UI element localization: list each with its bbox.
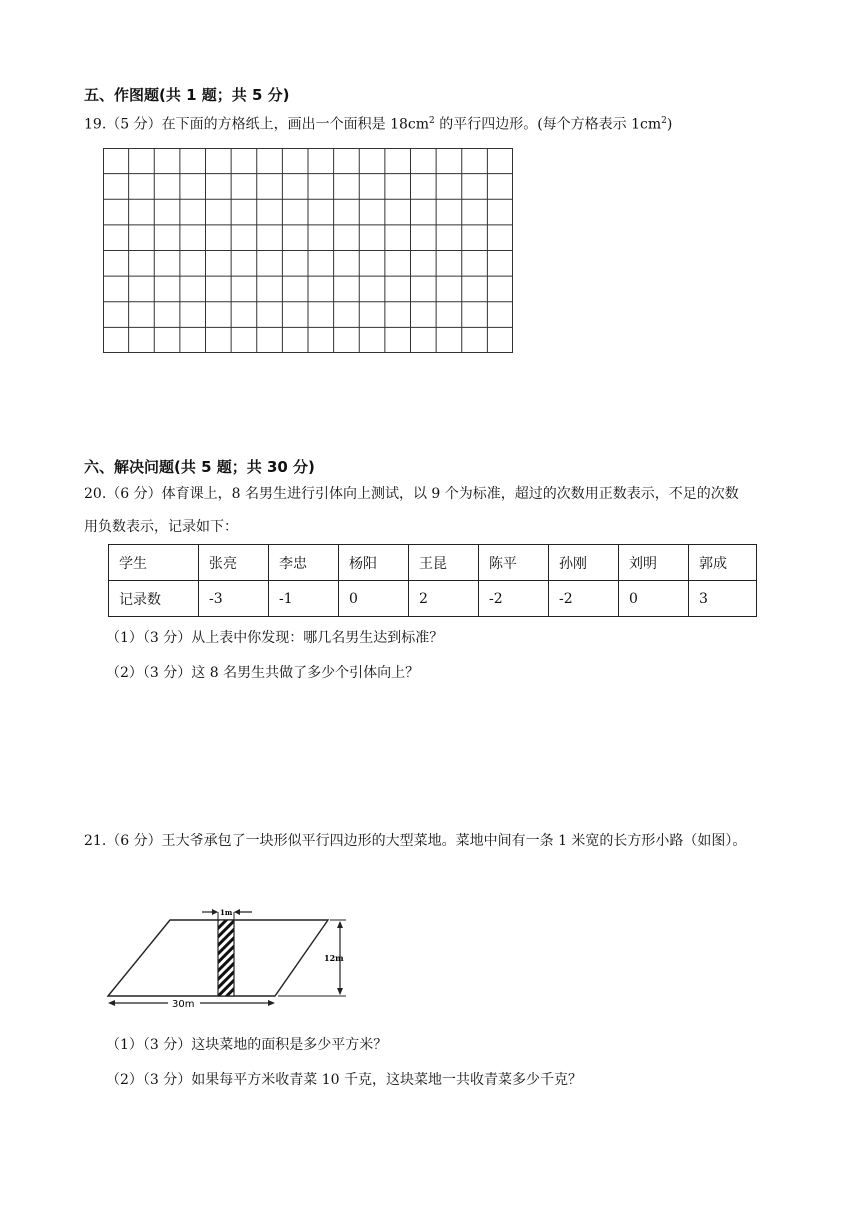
table-cell: 学生 bbox=[109, 545, 199, 581]
question-21-sub1: （1）（3 分）这块菜地的面积是多少平方米？ bbox=[106, 1037, 388, 1053]
table-cell: 郭成 bbox=[689, 545, 757, 581]
question-20-line2: 用负数表示，记录如下： bbox=[84, 519, 238, 535]
table-row-header bbox=[109, 545, 757, 581]
section5-heading: 五、作图题(共 1 题；共 5 分) bbox=[84, 86, 290, 104]
label-base: 30m bbox=[172, 999, 195, 1010]
grid-lines bbox=[103, 148, 513, 353]
table-cell: 3 bbox=[689, 581, 757, 617]
table-cell: 王昆 bbox=[409, 545, 479, 581]
question-20-line1: 20.（6 分）体育课上，8 名男生进行引体向上测试，以 9 个为标准，超过的次数用正数表示，不足的次数 bbox=[84, 486, 739, 502]
table-cell: 孙刚 bbox=[549, 545, 619, 581]
q19-prefix: 19.（5 分）在下面的方格纸上，画出一个面积是 18cm bbox=[84, 116, 430, 133]
question-21-sub2: （2）（3 分）如果每平方米收青菜 10 千克，这块菜地一共收青菜多少千克？ bbox=[106, 1072, 582, 1088]
table-cell: 记录数 bbox=[109, 581, 199, 617]
table-cell: 0 bbox=[619, 581, 689, 617]
q19-sup2: 2 bbox=[661, 116, 667, 126]
table-cell: -2 bbox=[549, 581, 619, 617]
table-cell: 杨阳 bbox=[339, 545, 409, 581]
q19-sup1: 2 bbox=[429, 116, 435, 126]
question-19-text bbox=[84, 111, 672, 135]
table-cell: 张亮 bbox=[199, 545, 269, 581]
table-cell: 2 bbox=[409, 581, 479, 617]
record-table bbox=[108, 544, 757, 617]
table-cell: -3 bbox=[199, 581, 269, 617]
table-cell: 李忠 bbox=[269, 545, 339, 581]
table-row-values bbox=[109, 581, 757, 617]
label-path-width: 1m bbox=[220, 908, 233, 917]
table-cell: 陈平 bbox=[479, 545, 549, 581]
square-grid-paper bbox=[103, 148, 513, 353]
q19-middle: 的平行四边形。(每个方格表示 1cm bbox=[434, 116, 662, 133]
vegetable-field-figure bbox=[100, 900, 360, 1015]
label-height: 12m bbox=[324, 953, 344, 963]
question-20-sub1: （1）（3 分）从上表中你发现：哪几名男生达到标准？ bbox=[106, 630, 444, 646]
table-cell: -2 bbox=[479, 581, 549, 617]
table-cell: -1 bbox=[269, 581, 339, 617]
table-cell: 刘明 bbox=[619, 545, 689, 581]
table-cell: 0 bbox=[339, 581, 409, 617]
section6-heading: 六、解决问题(共 5 题；共 30 分) bbox=[84, 458, 315, 476]
path-strip bbox=[218, 920, 234, 996]
question-21-line1: 21.（6 分）王大爷承包了一块形似平行四边形的大型菜地。菜地中间有一条 1 米宽的长方形小路（如图）。 bbox=[84, 833, 747, 849]
question-20-sub2: （2）（3 分）这 8 名男生共做了多少个引体向上？ bbox=[106, 665, 420, 681]
q19-suffix: ) bbox=[666, 116, 673, 133]
